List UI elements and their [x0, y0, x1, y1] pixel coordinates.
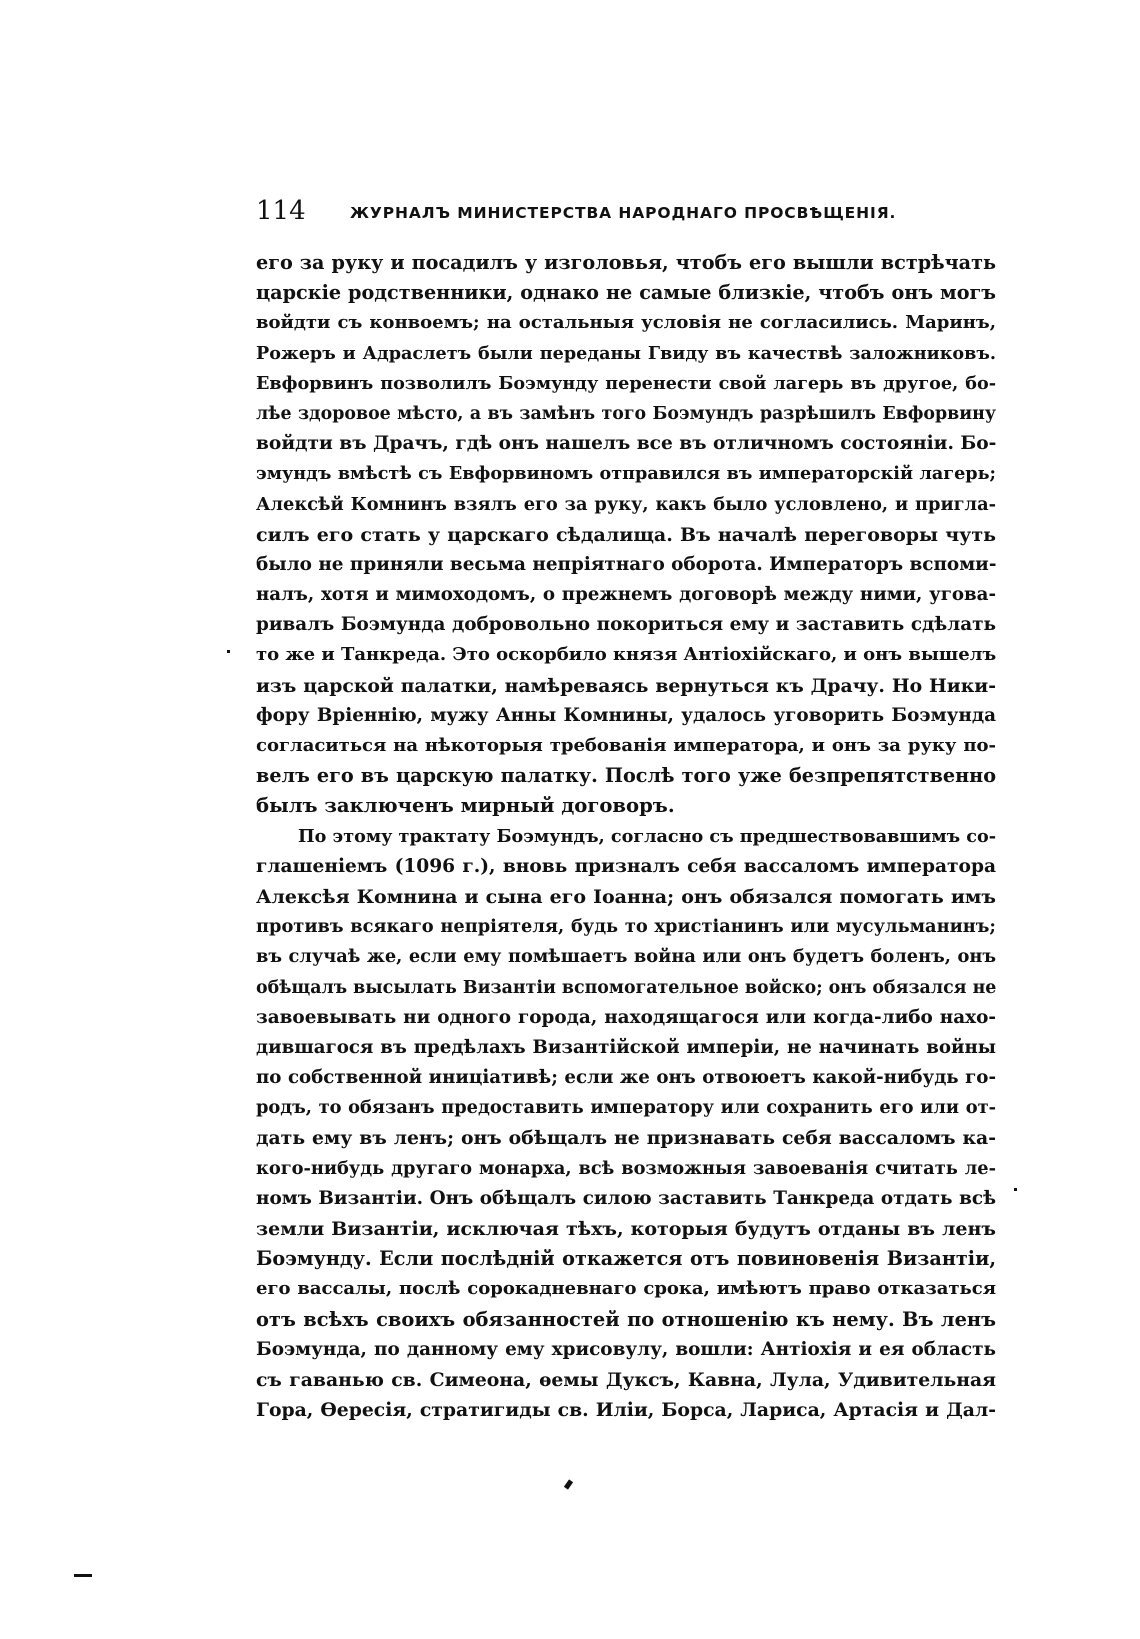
scan-speck	[1014, 1188, 1017, 1191]
text-line: Евфорвинъ позволилъ Боэмунду перенести свой лагерь въ другое, бо-	[256, 372, 996, 394]
text-line: глашеніемъ (1096 г.), вновь призналъ себя вассаломъ императора	[256, 855, 996, 877]
text-line: завоевывать ни одного города, находящагося или когда-либо нахо-	[256, 1006, 996, 1028]
body-text	[256, 248, 996, 1425]
page-number: 114	[256, 196, 306, 226]
paragraph-1	[256, 248, 996, 822]
text-line: Алексѣя Комнина и сына его Іоанна; онъ обязался помогать имъ	[256, 885, 996, 908]
text-line: согласиться на нѣкоторыя требованія императора, и онъ за руку по-	[256, 735, 996, 756]
text-line: войдти въ Драчъ, гдѣ онъ нашелъ все въ отличномъ состояніи. Бо-	[256, 433, 996, 455]
text-line: кого-нибудь другаго монарха, всѣ возможныя завоеванія считать ле-	[256, 1157, 996, 1179]
text-line: изъ царской палатки, намѣреваясь вернуться къ Драчу. Но Ники-	[256, 674, 996, 697]
text-line: отъ всѣхъ своихъ обязанностей по отношенію къ нему. Въ ленъ	[256, 1307, 996, 1331]
text-line: силъ его стать у царскаго сѣдалища. Въ началѣ переговоры чуть	[256, 523, 996, 546]
text-line: эмундъ вмѣстѣ съ Евфорвиномъ отправился въ императорскій лагерь;	[256, 463, 996, 485]
text-line: Боэмунда, по данному ему хрисовулу, вошли: Антіохія и ея область	[256, 1338, 996, 1360]
text-line: ривалъ Боэмунда добровольно покориться ему и заставить сдѣлать	[256, 614, 996, 636]
scan-speck	[227, 650, 230, 653]
text-line: родъ, то обязанъ предоставить императору или сохранить его или от-	[256, 1097, 996, 1119]
text-line: велъ его въ царскую палатку. Послѣ того уже безпрепятственно	[256, 764, 996, 788]
text-line: то же и Танкреда. Это оскорбило князя Антіохійскаго, и онъ вышелъ	[256, 644, 996, 666]
text-line: Рожеръ и Адраслетъ были переданы Гвиду въ качествѣ заложниковъ.	[256, 342, 996, 364]
text-line: противъ всякаго непріятеля, будь то христіанинъ или мусульманинъ;	[256, 916, 996, 938]
text-line: номъ Византіи. Онъ обѣщалъ силою заставить Танкреда отдать всѣ	[256, 1187, 996, 1209]
text-line: по собственной иниціативѣ; если же онъ отвоюетъ какой-нибудь го-	[256, 1067, 996, 1089]
text-line: земли Византіи, исключая тѣхъ, которыя будутъ отданы въ ленъ	[256, 1218, 996, 1240]
text-line: съ гаванью св. Симеона, ѳемы Дуксъ, Кавна, Лула, Удивительная	[256, 1368, 996, 1391]
text-line: войдти съ конвоемъ; на остальныя условія не согласились. Маринъ,	[256, 312, 996, 334]
running-head	[256, 196, 1016, 230]
scan-speck	[564, 1479, 573, 1489]
text-line: Боэмунду. Если послѣдній откажется отъ повиновенія Византіи,	[256, 1247, 996, 1271]
text-line: былъ заключенъ мирный договоръ.	[256, 794, 675, 818]
text-line: лѣе здоровое мѣсто, а въ замѣнъ того Боэмундъ разрѣшилъ Евфорвину	[256, 403, 996, 424]
text-line: дать ему въ ленъ; онъ обѣщалъ не признавать себя вассаломъ ка-	[256, 1127, 996, 1150]
journal-title: ЖУРНАЛЪ МИНИСТЕРСТВА НАРОДНАГО ПРОСВѢЩЕНІЯ.	[350, 204, 897, 222]
scan-speck	[74, 1574, 92, 1577]
text-line: Алексѣй Комнинъ взялъ его за руку, какъ было условлено, и пригла-	[256, 493, 996, 515]
text-line: было не приняли весьма непріятнаго оборота. Императоръ вспоми-	[256, 553, 996, 575]
text-line: обѣщалъ высылать Византіи вспомогательное войско; онъ обязался не	[256, 977, 996, 998]
paragraph-2	[256, 822, 996, 1426]
text-line: его за руку и посадилъ у изголовья, чтобъ его вышли встрѣчать	[256, 251, 996, 274]
text-line: дившагося въ предѣлахъ Византійской имперіи, не начинать войны	[256, 1036, 996, 1058]
text-line: въ случаѣ же, если ему помѣшаетъ война или онъ будетъ боленъ, онъ	[256, 946, 996, 968]
text-line: царскіе родственники, однако не самые близкіе, чтобъ онъ могъ	[256, 281, 996, 305]
text-line: налъ, хотя и мимоходомъ, о прежнемъ договорѣ между ними, угова-	[256, 584, 996, 606]
text-line: его вассалы, послѣ сорокадневнаго срока, имѣютъ право отказаться	[256, 1278, 996, 1300]
text-line: фору Вріеннію, мужу Анны Комнины, удалось уговорить Боэмунда	[256, 704, 996, 726]
text-line: Гора, Ѳересія, стратигиды св. Иліи, Борса, Лариса, Артасія и Дал-	[256, 1399, 996, 1422]
text-line: По этому трактату Боэмундъ, согласно съ предшествовавшимъ со-	[298, 825, 996, 847]
